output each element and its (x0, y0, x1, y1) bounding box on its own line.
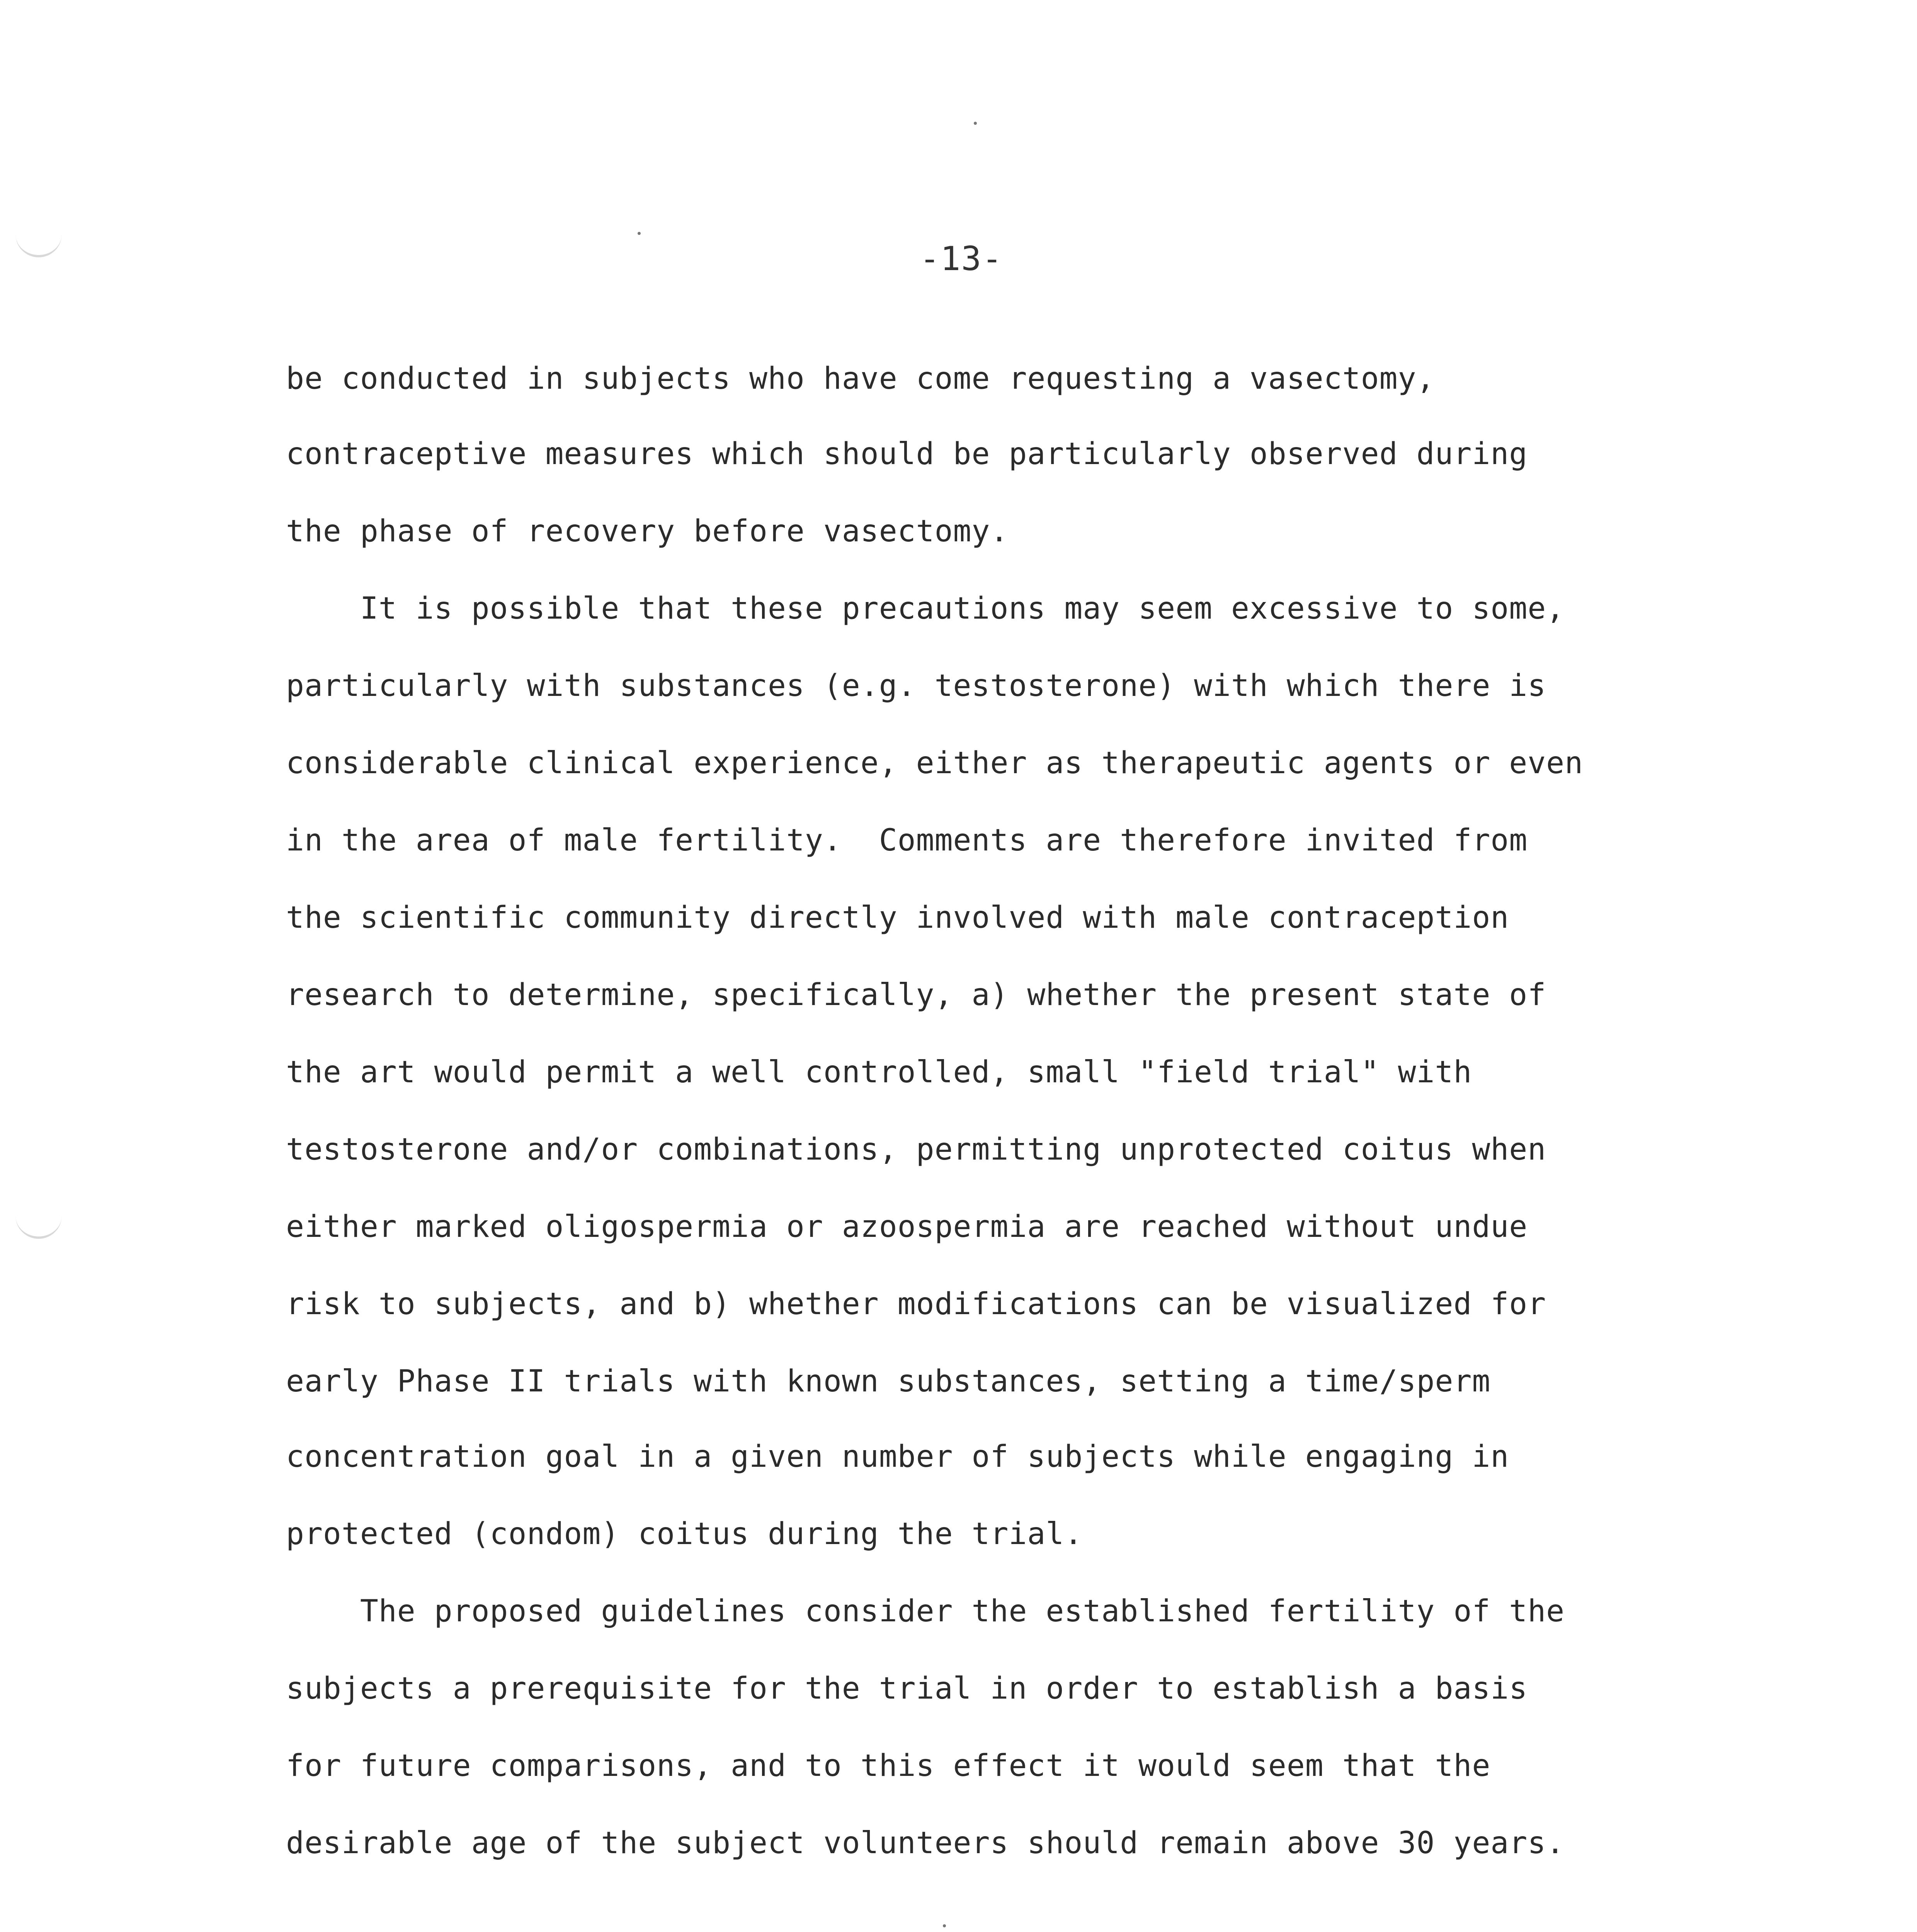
text-line: testosterone and/or combinations, permitting unprotected coitus when (286, 1132, 1546, 1167)
text-line: the phase of recovery before vasectomy. (286, 514, 1009, 549)
text-line: either marked oligospermia or azoospermia are reached without undue (286, 1209, 1528, 1244)
text-line: contraceptive measures which should be particularly observed during (286, 437, 1528, 471)
text-line: The proposed guidelines consider the established fertility of the (286, 1594, 1565, 1629)
text-line: particularly with substances (e.g. testosterone) with which there is (286, 668, 1546, 703)
text-line: considerable clinical experience, either as therapeutic agents or even (286, 746, 1584, 781)
punch-hole-mark (15, 1213, 62, 1239)
scan-speck (638, 232, 641, 235)
text-line: protected (condom) coitus during the trial. (286, 1517, 1083, 1551)
text-line: in the area of male fertility. Comments are therefore invited from (286, 823, 1528, 858)
page-number: -13- (920, 240, 1003, 278)
text-line: subjects a prerequisite for the trial in order to establish a basis (286, 1671, 1528, 1706)
text-line: concentration goal in a given number of subjects while engaging in (286, 1439, 1509, 1474)
text-line: early Phase II trials with known substances, setting a time/sperm (286, 1364, 1491, 1399)
scan-speck (943, 1924, 946, 1927)
text-line: risk to subjects, and b) whether modifications can be visualized for (286, 1287, 1546, 1321)
text-line: the scientific community directly involved with male contraception (286, 900, 1509, 935)
text-line: It is possible that these precautions may seem excessive to some, (286, 591, 1565, 626)
punch-hole-mark (15, 232, 62, 257)
text-line: for future comparisons, and to this effect it would seem that the (286, 1748, 1491, 1783)
text-line: research to determine, specifically, a) whether the present state of (286, 978, 1546, 1012)
scan-speck (974, 122, 977, 125)
text-line: be conducted in subjects who have come requesting a vasectomy, (286, 361, 1435, 396)
text-line: desirable age of the subject volunteers should remain above 30 years. (286, 1826, 1565, 1861)
text-line: the art would permit a well controlled, small "field trial" with (286, 1055, 1472, 1090)
